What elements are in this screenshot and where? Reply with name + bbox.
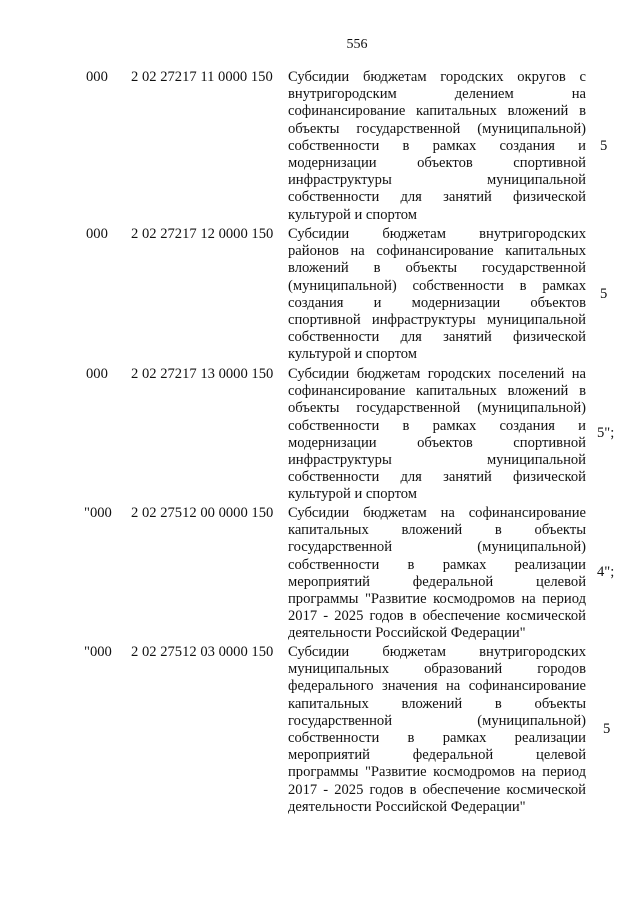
budget-classification-code: 2 02 27512 00 0000 150: [131, 505, 274, 521]
description-line: 2017 - 2025 годов в обеспечение космической: [288, 781, 586, 798]
description-line: собственности для занятий физической: [288, 469, 586, 486]
description-line: спортивной инфраструктуры муниципальной: [288, 312, 586, 329]
description-line: собственности для занятий физической: [288, 189, 586, 206]
admin-code: 000: [86, 69, 108, 85]
admin-code: "000: [84, 505, 112, 521]
description-line: капитальных вложений в объекты: [288, 522, 586, 539]
description-line: деятельности Российской Федерации": [288, 798, 526, 815]
description-line: (муниципальной) собственности в рамках: [288, 277, 586, 294]
description-line: создания и модернизации объектов: [288, 294, 586, 311]
revenue-description: [288, 366, 586, 504]
description-line: Субсидии бюджетам внутригородских: [288, 644, 586, 660]
revenue-description: [288, 644, 586, 816]
description-line: деятельности Российской Федерации": [288, 625, 526, 642]
description-line: инфраструктуры муниципальной: [288, 452, 586, 469]
distribution-norm: 4";: [597, 564, 615, 580]
description-line: объекты государственной (муниципальной): [288, 400, 586, 417]
distribution-norm: 5: [600, 138, 608, 154]
description-line: 2017 - 2025 годов в обеспечение космической: [288, 608, 586, 625]
description-line: софинансирование капитальных вложений в: [288, 383, 586, 400]
page-number: 556: [346, 37, 368, 52]
budget-classification-code: 2 02 27217 12 0000 150: [131, 226, 274, 242]
description-line: софинансирование капитальных вложений в: [288, 103, 586, 120]
budget-classification-code: 2 02 27512 03 0000 150: [131, 644, 274, 660]
description-line: инфраструктуры муниципальной: [288, 172, 586, 189]
description-line: собственности для занятий физической: [288, 329, 586, 346]
description-line: Субсидии бюджетам внутригородских: [288, 226, 586, 242]
description-line: собственности в рамках создания и: [288, 137, 586, 154]
description-line: объекты государственной (муниципальной): [288, 120, 586, 137]
description-line: государственной (муниципальной): [288, 712, 586, 729]
description-line: культурой и спортом: [288, 346, 418, 363]
description-line: собственности в рамках создания и: [288, 417, 586, 434]
description-line: культурой и спортом: [288, 206, 418, 223]
description-line: вложений в объекты государственной: [288, 260, 586, 277]
revenue-description: [288, 505, 586, 643]
description-line: капитальных вложений в объекты: [288, 695, 586, 712]
description-line: программы "Развитие космодромов на период: [288, 764, 586, 781]
description-line: внутригородским делением на: [288, 86, 586, 103]
distribution-norm: 5";: [597, 425, 615, 441]
description-line: программы "Развитие космодромов на период: [288, 591, 586, 608]
description-line: собственности в рамках реализации: [288, 556, 586, 573]
budget-classification-code: 2 02 27217 13 0000 150: [131, 366, 274, 382]
revenue-description: [288, 69, 586, 224]
description-line: федерального значения на софинансирование: [288, 678, 586, 695]
description-line: модернизации объектов спортивной: [288, 155, 586, 172]
admin-code: 000: [86, 366, 108, 382]
description-line: Субсидии бюджетам городских поселений на: [288, 366, 586, 382]
budget-classification-code: 2 02 27217 11 0000 150: [131, 69, 273, 85]
description-line: Субсидии бюджетам на софинансирование: [288, 505, 586, 521]
admin-code: 000: [86, 226, 108, 242]
admin-code: "000: [84, 644, 112, 660]
description-line: модернизации объектов спортивной: [288, 434, 586, 451]
distribution-norm: 5: [603, 721, 611, 737]
description-line: мероприятий федеральной целевой: [288, 573, 586, 590]
description-line: культурой и спортом: [288, 486, 418, 503]
distribution-norm: 5: [600, 286, 608, 302]
description-line: муниципальных образований городов: [288, 661, 586, 678]
description-line: районов на софинансирование капитальных: [288, 243, 586, 260]
description-line: государственной (муниципальной): [288, 539, 586, 556]
description-line: собственности в рамках реализации: [288, 730, 586, 747]
revenue-description: [288, 226, 586, 364]
description-line: мероприятий федеральной целевой: [288, 747, 586, 764]
description-line: Субсидии бюджетам городских округов с: [288, 69, 586, 85]
